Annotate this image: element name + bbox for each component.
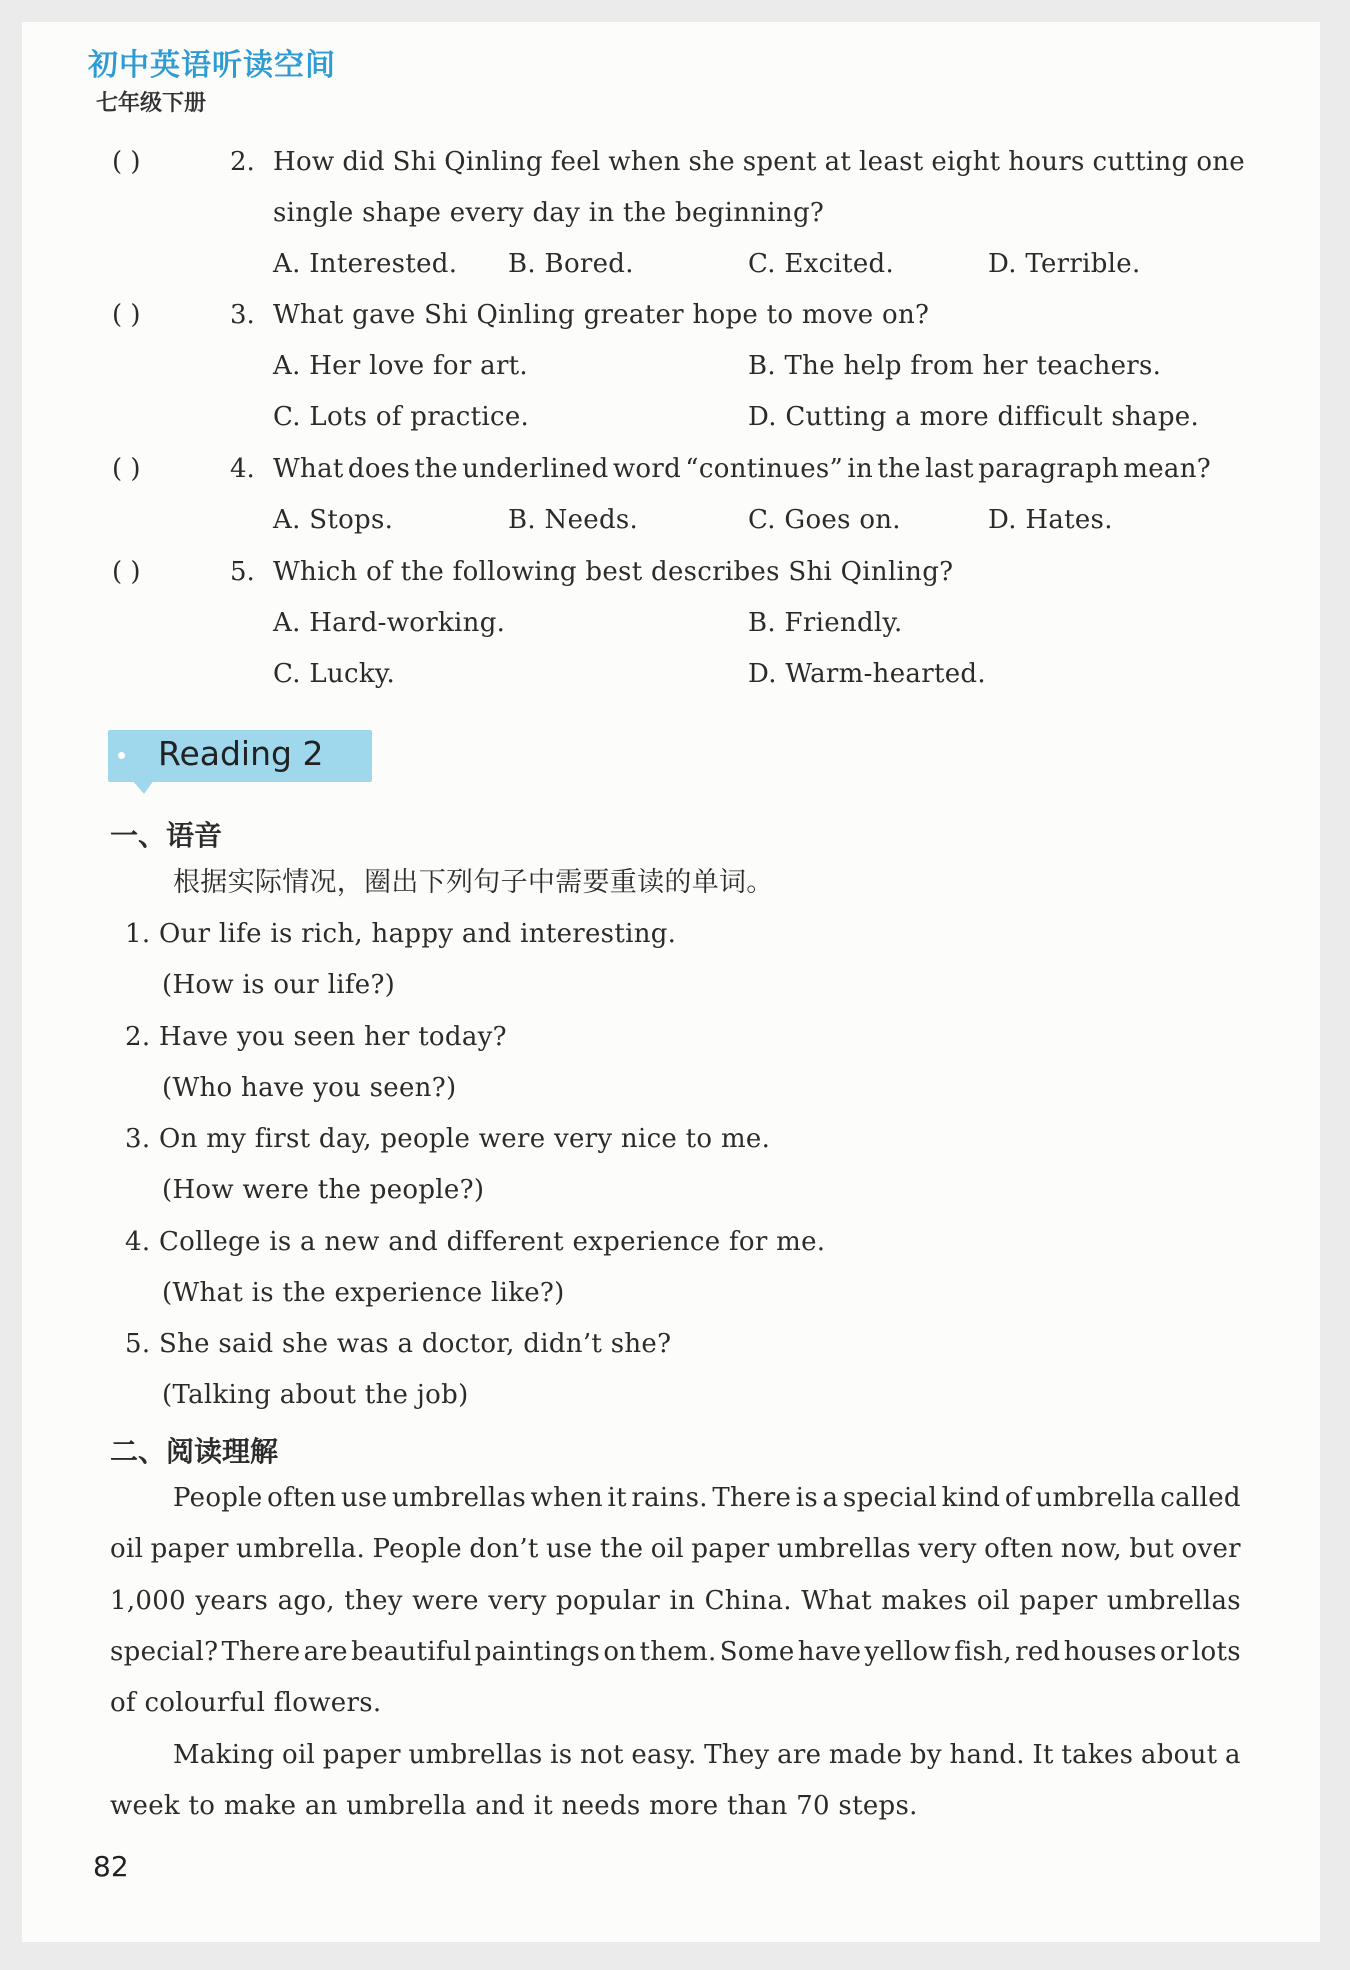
- word: paper: [322, 1740, 401, 1770]
- question-number-q5: 5.: [230, 557, 255, 587]
- word: they: [344, 1586, 403, 1616]
- passage-p1-line3: [110, 1584, 1241, 1618]
- word: lots: [1191, 1637, 1241, 1667]
- word: don’t: [469, 1534, 539, 1564]
- question-text-q2-line1: [273, 145, 1245, 179]
- word: about: [1140, 1740, 1218, 1770]
- book-subtitle: 七年级下册: [96, 90, 207, 116]
- option-q3-d: D. Cutting a more difficult shape.: [748, 402, 1200, 432]
- option-q3-c: C. Lots of practice.: [273, 402, 530, 432]
- word: the: [599, 1534, 644, 1564]
- option-q3-b: B. The help from her teachers.: [748, 351, 1162, 381]
- option-q2-b: B. Bored.: [508, 249, 634, 279]
- word: ago,: [277, 1586, 335, 1616]
- section-heading-pronunciation: 一、语音: [110, 819, 223, 852]
- pronunciation-cue-4: (What is the experience like?): [162, 1278, 565, 1308]
- word: Making: [173, 1740, 275, 1770]
- option-q5-d: D. Warm-hearted.: [748, 659, 986, 689]
- section-banner-label: Reading 2: [158, 734, 324, 773]
- question-number-q4: 4.: [230, 454, 255, 484]
- word: very: [918, 1534, 977, 1564]
- section-heading-reading: 二、阅读理解: [110, 1435, 279, 1468]
- word: at: [824, 147, 852, 177]
- word: It: [1032, 1740, 1054, 1770]
- word: takes: [1061, 1740, 1134, 1770]
- word: hand.: [949, 1740, 1025, 1770]
- word: on: [603, 1637, 637, 1667]
- word: not: [579, 1740, 624, 1770]
- word: often: [984, 1534, 1054, 1564]
- word: the: [877, 454, 921, 484]
- section-banner: [108, 730, 372, 782]
- passage-p2-line2: week to make an umbrella and it needs more than 70 steps.: [110, 1791, 918, 1821]
- option-q5-b: B. Friendly.: [748, 608, 903, 638]
- word: What: [801, 1586, 872, 1616]
- option-q4-d: D. Hates.: [988, 505, 1113, 535]
- word: in: [669, 1586, 696, 1616]
- word: How: [273, 147, 335, 177]
- word: have: [797, 1637, 862, 1667]
- word: easy.: [631, 1740, 697, 1770]
- pronunciation-cue-1: (How is our life?): [162, 970, 396, 1000]
- word: Shi: [392, 147, 437, 177]
- word: oil: [281, 1740, 316, 1770]
- word: There: [712, 1483, 792, 1513]
- passage-p1-line4: [110, 1635, 1241, 1669]
- word: were: [412, 1586, 479, 1616]
- option-q2-d: D. Terrible.: [988, 249, 1141, 279]
- answer-blank-q5[interactable]: ( ): [112, 557, 141, 587]
- word: 1,000: [110, 1586, 186, 1616]
- word: oil: [110, 1534, 144, 1564]
- section-instruction: 根据实际情况，圈出下列句子中需要重读的单词。: [173, 867, 774, 898]
- answer-blank-q3[interactable]: ( ): [112, 300, 141, 330]
- option-q2-a: A. Interested.: [273, 249, 458, 279]
- word: paper: [1019, 1586, 1098, 1616]
- word: the: [414, 454, 458, 484]
- word: special: [842, 1483, 938, 1513]
- word: cutting: [1092, 147, 1189, 177]
- question-number-q3: 3.: [230, 300, 255, 330]
- word: Qinling: [444, 147, 543, 177]
- word: called: [1160, 1483, 1241, 1513]
- word: paper: [150, 1534, 229, 1564]
- word: or: [1159, 1637, 1189, 1667]
- word: fish,: [954, 1637, 1012, 1667]
- word: one: [1196, 147, 1245, 177]
- question-text-q5: Which of the following best describes Shi Qinling?: [273, 557, 954, 587]
- answer-blank-q4[interactable]: ( ): [112, 454, 141, 484]
- word: does: [347, 454, 411, 484]
- word: China.: [704, 1586, 792, 1616]
- option-q5-c: C. Lucky.: [273, 659, 396, 689]
- word: years: [195, 1586, 269, 1616]
- option-q2-c: C. Excited.: [748, 249, 895, 279]
- word: paintings: [474, 1637, 601, 1667]
- word: umbrellas: [1106, 1586, 1241, 1616]
- word: houses: [1063, 1637, 1157, 1667]
- pronunciation-sentence-3: 3. On my first day, people were very nice to me.: [125, 1124, 771, 1154]
- pronunciation-sentence-2: 2. Have you seen her today?: [125, 1022, 507, 1052]
- book-title: 初中英语听读空间: [88, 48, 336, 83]
- word: umbrellas: [408, 1740, 543, 1770]
- question-number-q2: 2.: [230, 147, 255, 177]
- word: when: [530, 1483, 603, 1513]
- word: last: [925, 454, 974, 484]
- word: paragraph: [978, 454, 1119, 484]
- word: People: [173, 1483, 263, 1513]
- word: underlined: [462, 454, 609, 484]
- word: makes: [881, 1586, 968, 1616]
- word: yellow: [864, 1637, 951, 1667]
- word: hours: [1008, 147, 1085, 177]
- pronunciation-sentence-4: 4. College is a new and different experience for me.: [125, 1227, 826, 1257]
- word: paper: [691, 1534, 770, 1564]
- pronunciation-cue-3: (How were the people?): [162, 1175, 485, 1205]
- option-q4-b: B. Needs.: [508, 505, 639, 535]
- word: very: [488, 1586, 547, 1616]
- question-text-q3: What gave Shi Qinling greater hope to move on?: [273, 300, 930, 330]
- word: is: [795, 1483, 818, 1513]
- word: is: [550, 1740, 573, 1770]
- word: least: [859, 147, 924, 177]
- word: them.: [639, 1637, 717, 1667]
- word: oil: [976, 1586, 1010, 1616]
- word: it: [607, 1483, 627, 1513]
- option-q4-c: C. Goes on.: [748, 505, 901, 535]
- word: eight: [931, 147, 1001, 177]
- word: word: [612, 454, 682, 484]
- word: now,: [1060, 1534, 1122, 1564]
- word: What: [273, 454, 344, 484]
- word: she: [688, 147, 735, 177]
- word: umbrellas: [391, 1483, 526, 1513]
- passage-p1-line2: [110, 1532, 1241, 1566]
- pronunciation-cue-2: (Who have you seen?): [162, 1073, 457, 1103]
- question-text-q4: [273, 452, 1211, 486]
- option-q5-a: A. Hard-working.: [273, 608, 506, 638]
- word: often: [267, 1483, 337, 1513]
- word: People: [372, 1534, 462, 1564]
- word: are: [777, 1740, 822, 1770]
- answer-blank-q2[interactable]: ( ): [112, 147, 141, 177]
- word: use: [341, 1483, 388, 1513]
- word: “continues”: [685, 454, 844, 484]
- word: special?: [110, 1637, 219, 1667]
- pronunciation-sentence-5: 5. She said she was a doctor, didn’t she?: [125, 1329, 672, 1359]
- word: made: [828, 1740, 903, 1770]
- word: over: [1181, 1534, 1241, 1564]
- word: rains.: [631, 1483, 708, 1513]
- passage-p2-line1: [173, 1738, 1241, 1772]
- option-q4-a: A. Stops.: [273, 505, 394, 535]
- word: popular: [556, 1586, 661, 1616]
- word: a: [822, 1483, 839, 1513]
- pronunciation-sentence-1: 1. Our life is rich, happy and interesting.: [125, 919, 677, 949]
- word: are: [303, 1637, 348, 1667]
- word: by: [909, 1740, 942, 1770]
- word: did: [342, 147, 385, 177]
- question-text-q2-line2: single shape every day in the beginning?: [273, 198, 825, 228]
- word: feel: [550, 147, 601, 177]
- page-number: 82: [93, 1850, 129, 1883]
- word: spent: [742, 147, 817, 177]
- passage-p1-line1: [173, 1481, 1241, 1515]
- option-q3-a: A. Her love for art.: [273, 351, 528, 381]
- word: of: [1004, 1483, 1031, 1513]
- passage-p1-line5: of colourful flowers.: [110, 1688, 382, 1718]
- word: in: [847, 454, 874, 484]
- word: umbrellas: [776, 1534, 911, 1564]
- word: beautiful: [351, 1637, 472, 1667]
- banner-dot-icon: [118, 752, 125, 759]
- word: a: [1224, 1740, 1241, 1770]
- word: mean?: [1123, 454, 1211, 484]
- word: red: [1015, 1637, 1061, 1667]
- word: when: [608, 147, 681, 177]
- word: kind: [941, 1483, 1001, 1513]
- word: umbrella.: [236, 1534, 366, 1564]
- word: Some: [719, 1637, 795, 1667]
- word: oil: [650, 1534, 684, 1564]
- word: but: [1129, 1534, 1175, 1564]
- word: There: [221, 1637, 301, 1667]
- pronunciation-cue-5: (Talking about the job): [162, 1380, 469, 1410]
- word: use: [546, 1534, 593, 1564]
- word: They: [704, 1740, 770, 1770]
- word: umbrella: [1035, 1483, 1156, 1513]
